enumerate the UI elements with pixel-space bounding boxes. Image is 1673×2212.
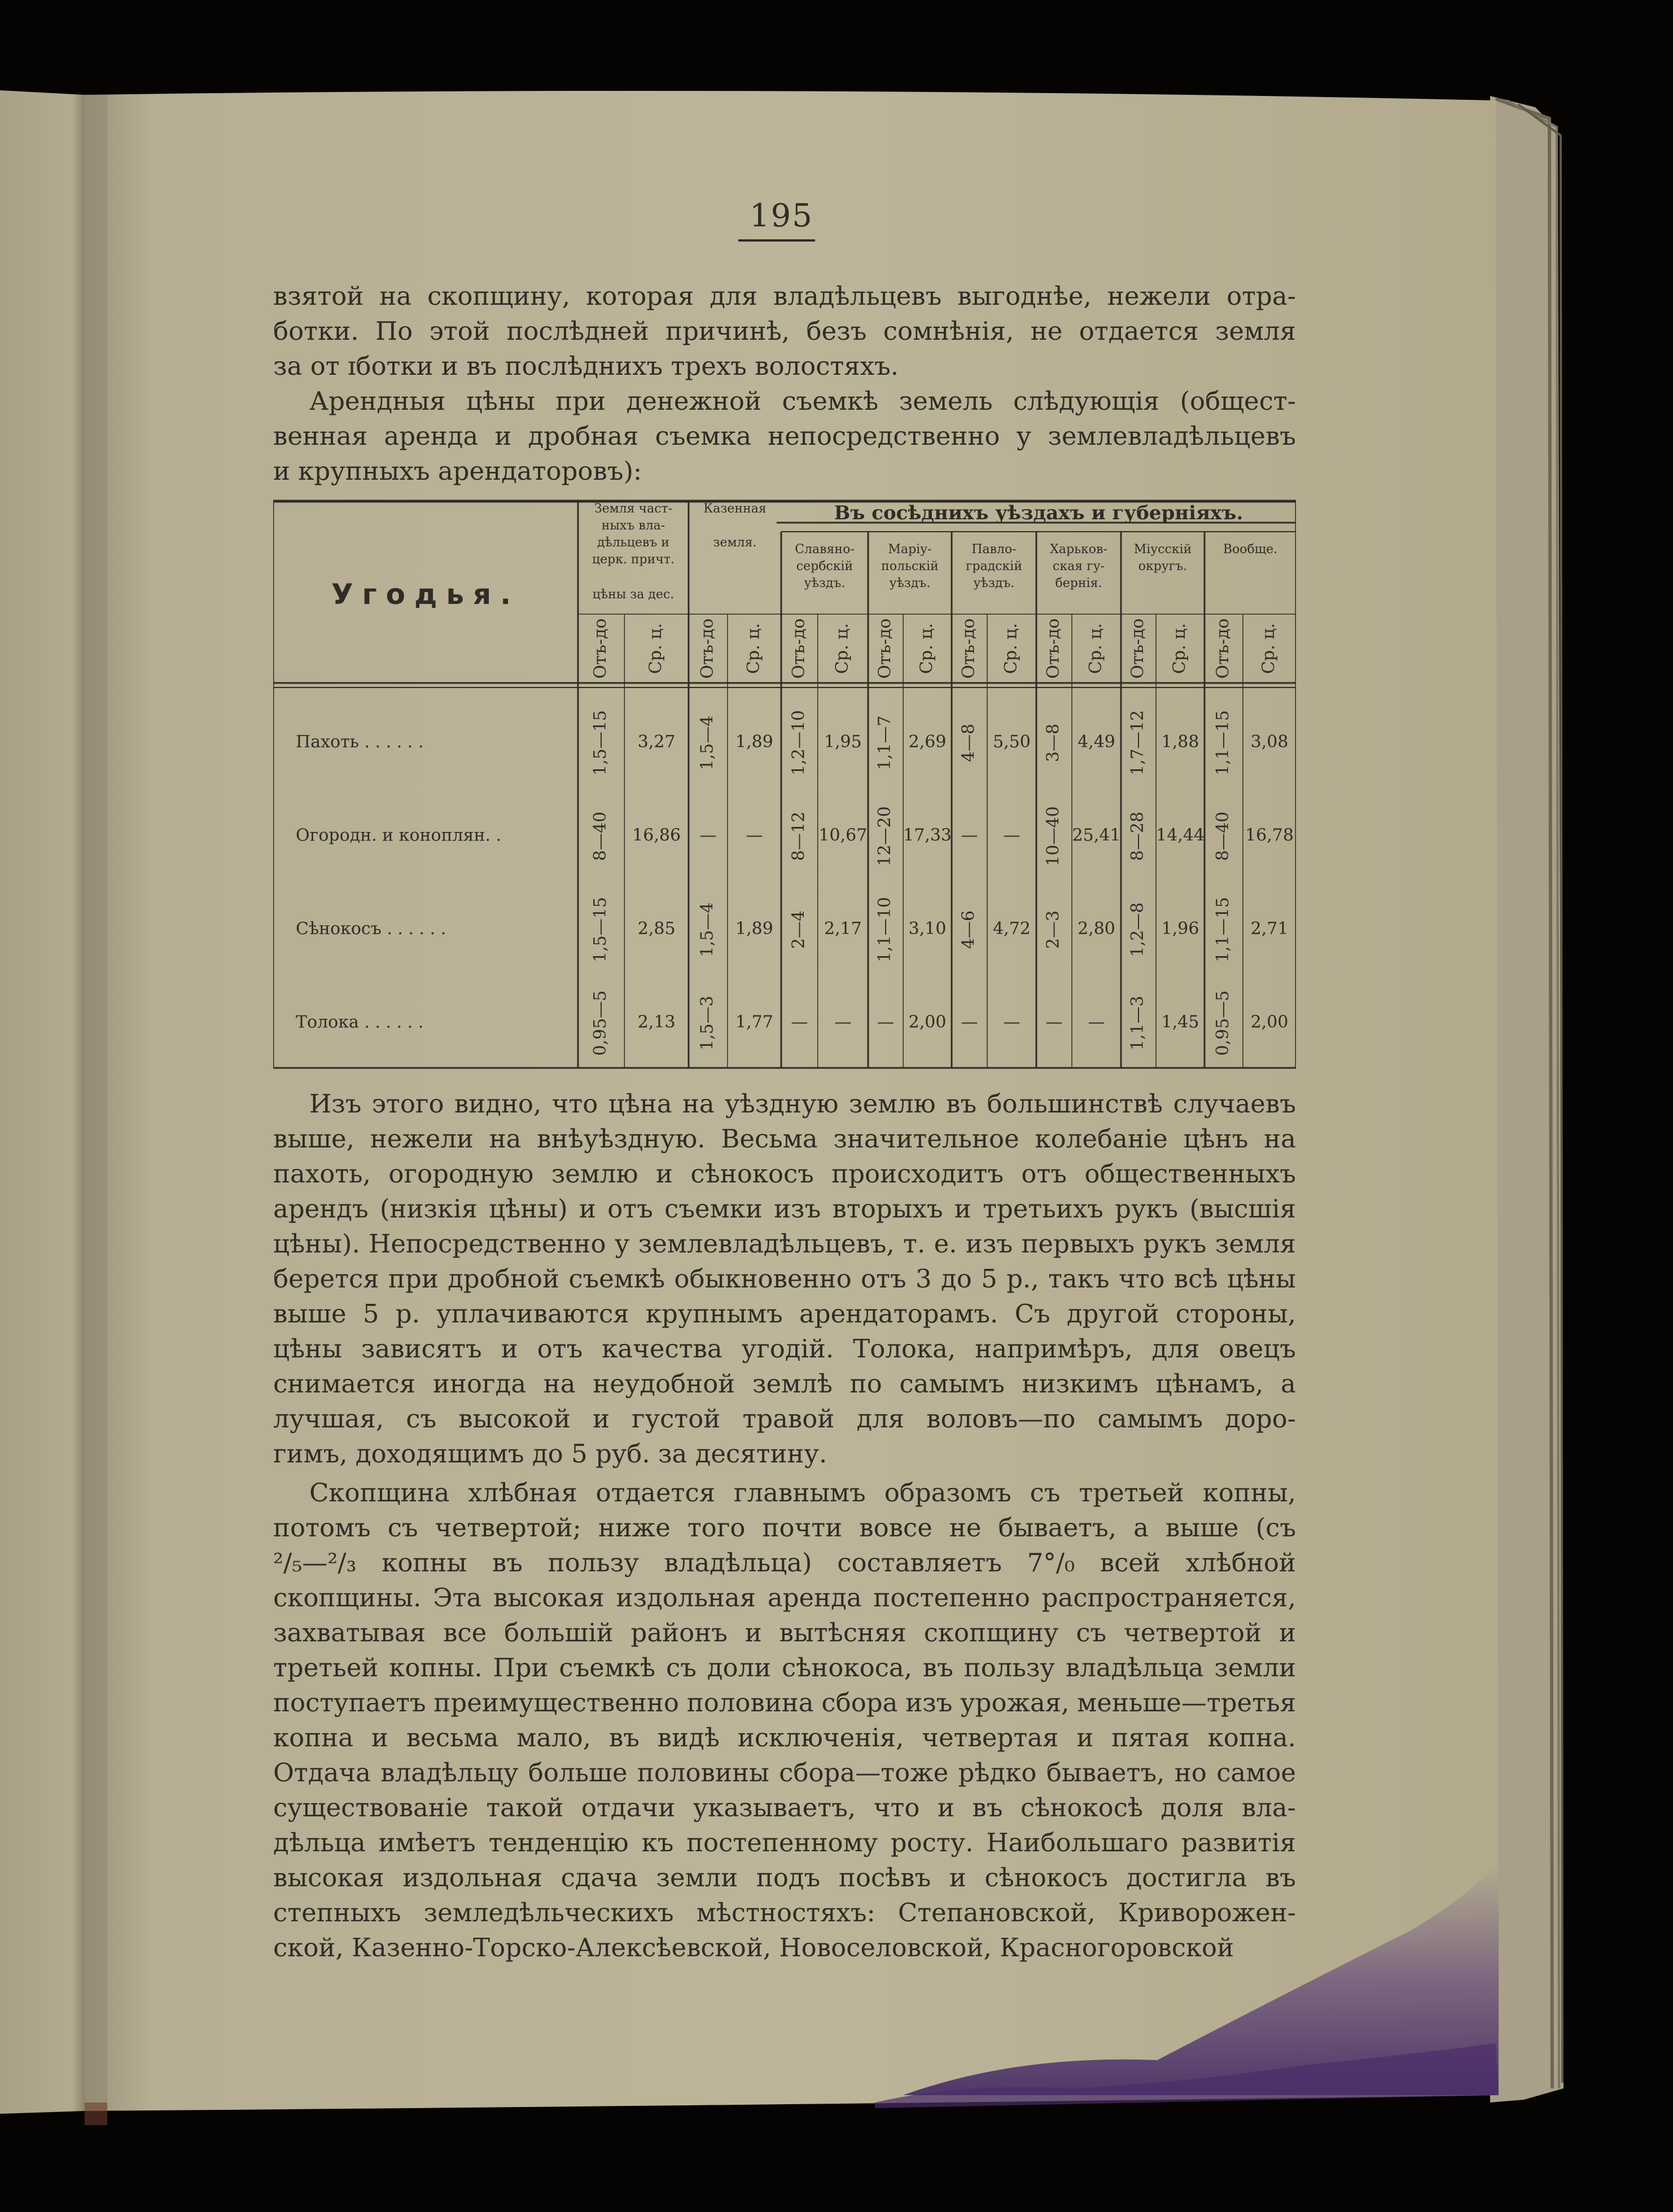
range-cell: 1,1—10: [875, 897, 895, 963]
para3-line: выше 5 р. уплачиваются крупнымъ арендаторамъ. Съ другой стороны,: [273, 1299, 1296, 1329]
average-cell: 1,77: [735, 1012, 773, 1032]
range-cell: —: [877, 1012, 895, 1032]
average-cell: —: [1088, 1012, 1105, 1032]
average-cell: 10,67: [818, 825, 868, 846]
column-header-6: ская гу-: [1053, 559, 1105, 573]
average-cell: 2,71: [1250, 919, 1289, 939]
column-header-5: Павло-: [971, 542, 1017, 557]
column-header-6: Харьков-: [1050, 542, 1107, 557]
column-header-7: Міусскій: [1133, 542, 1192, 557]
paragraph-2: [273, 384, 1296, 489]
average-cell: 2,13: [637, 1012, 676, 1032]
column-header-1: церк. причт.: [592, 553, 675, 567]
column-header-5: градскій: [965, 559, 1023, 573]
para4-line: потомъ съ четвертой; ниже того почти вовсе не бываетъ, а выше (съ: [273, 1513, 1296, 1543]
para1-line: ботки. По этой послѣдней причинѣ, безъ сомнѣнія, не отдается земля: [273, 316, 1296, 346]
column-header-4: польскій: [881, 559, 939, 573]
subheader-average: Ср. ц.: [1259, 623, 1279, 674]
para3-line: лучшая, съ высокой и густой травой для воловъ—по самымъ доро-: [273, 1404, 1296, 1434]
subheader-average: Ср. ц.: [646, 623, 666, 674]
range-cell: 3—8: [1043, 723, 1063, 763]
range-cell: 1,7—12: [1128, 710, 1148, 776]
page-number: 195: [750, 198, 813, 234]
range-cell: 10—40: [1043, 806, 1063, 866]
range-cell: 1,1—7: [875, 715, 895, 770]
average-cell: —: [834, 1012, 852, 1032]
para3-line: пахоть, огородную землю и сѣнокосъ происходитъ отъ общественныхъ: [273, 1159, 1296, 1189]
para4-line: степныхъ земледѣльческихъ мѣстностяхъ: Степановской, Криворожен-: [273, 1898, 1296, 1928]
average-cell: 2,85: [637, 919, 676, 939]
average-cell: 4,49: [1078, 732, 1115, 752]
average-cell: 2,80: [1078, 919, 1115, 939]
para3-line: Изъ этого видно, что цѣна на уѣздную землю въ большинствѣ случаевъ: [309, 1089, 1296, 1119]
group-header: Въ сосѣднихъ уѣздахъ и губерніяхъ.: [834, 502, 1243, 524]
para2-line: и крупныхъ арендаторовъ):: [273, 456, 642, 486]
para3-line: цѣны). Непосредственно у землевладѣльцевъ, т. е. изъ первыхъ рукъ земля: [273, 1229, 1296, 1259]
range-cell: —: [1045, 1012, 1063, 1032]
column-header-6: бернія.: [1055, 576, 1102, 590]
paragraph-3: [273, 1087, 1296, 1471]
column-header-5: уѣздъ.: [973, 576, 1015, 590]
range-cell: 8—40: [590, 811, 611, 861]
range-cell: 1,1—15: [1213, 897, 1233, 963]
para4-line: Скопщина хлѣбная отдается главнымъ образомъ съ третьей копны,: [309, 1478, 1296, 1508]
para3-line: гимъ, доходящимъ до 5 руб. за десятину.: [273, 1439, 827, 1469]
para4-line: существованіе такой отдачи указываетъ, что и въ сѣнокосѣ доля вла-: [273, 1793, 1296, 1823]
range-cell: 1,5—4: [697, 902, 717, 957]
para4-line: дѣльца имѣетъ тенденцію къ постепенному росту. Наибольшаго развитія: [273, 1828, 1296, 1858]
average-cell: 2,17: [824, 919, 862, 939]
average-cell: —: [1003, 1012, 1021, 1032]
average-cell: 3,27: [637, 732, 676, 752]
range-cell: 2—3: [1043, 910, 1063, 949]
average-cell: 5,50: [993, 732, 1031, 752]
para3-line: снимается иногда на неудобной землѣ по самымъ низкимъ цѣнамъ, а: [273, 1369, 1296, 1399]
subheader-average: Ср. ц.: [1085, 623, 1106, 674]
row-label: Пахоть . . . . . .: [296, 732, 424, 752]
para4-line: захватывая все большій районъ и вытѣсняя скопщину съ четвертой и: [273, 1618, 1296, 1648]
range-cell: 4—6: [958, 910, 979, 949]
range-cell: —: [699, 825, 717, 846]
para3-line: цѣны зависятъ и отъ качества угодій. Толока, напримѣръ, для овецъ: [273, 1334, 1296, 1364]
column-header-4: уѣздъ.: [889, 576, 931, 590]
average-cell: 1,88: [1161, 732, 1199, 752]
para4-line: ²/₅—²/₃ копны въ пользу владѣльца) составляетъ 7°/₀ всей хлѣбной: [273, 1548, 1296, 1578]
range-cell: 0,95—5: [1213, 990, 1233, 1056]
para4-line: копна и весьма мало, въ видѣ исключенія, четвертая и пятая копна.: [273, 1723, 1296, 1753]
range-cell: —: [791, 1012, 808, 1032]
left-page: [0, 90, 85, 2114]
para4-line: скопщины. Эта высокая издольная аренда постепенно распространяется,: [273, 1583, 1296, 1613]
range-cell: —: [961, 1012, 978, 1032]
page-number-underline: [738, 239, 815, 242]
para4-line: третьей копны. При съемкѣ съ доли сѣнокоса, въ пользу владѣльца земли: [273, 1653, 1296, 1683]
range-cell: 8—12: [789, 811, 809, 861]
average-cell: —: [1003, 825, 1021, 846]
subheader-from: Отъ-до: [1043, 618, 1063, 679]
rent-prices-table: [273, 497, 1296, 1075]
average-cell: 25,41: [1072, 825, 1121, 846]
subheader-average: Ср. ц.: [743, 623, 764, 674]
range-cell: 1,5—15: [590, 897, 611, 963]
average-cell: 1,89: [735, 732, 773, 752]
subheader-average: Ср. ц.: [917, 623, 937, 674]
column-header-2: Казенная: [703, 502, 767, 516]
row-label: Огородн. и коноплян. .: [296, 825, 502, 846]
range-cell: 2—4: [789, 910, 809, 949]
range-cell: 1,1—3: [1128, 996, 1148, 1050]
range-cell: 4—8: [958, 723, 979, 763]
para3-line: берется при дробной съемкѣ обыкновенно отъ 3 до 5 р., такъ что всѣ цѣны: [273, 1264, 1296, 1294]
para3-line: арендъ (низкія цѣны) и отъ съемки изъ вторыхъ и третьихъ рукъ (высшія: [273, 1194, 1296, 1224]
para4-line: ской, Казенно-Торско-Алексѣевской, Новоселовской, Красногоровской: [273, 1933, 1234, 1963]
paragraph-1: [273, 279, 1296, 384]
column-header-2: земля.: [713, 536, 757, 550]
average-cell: 14,44: [1156, 825, 1205, 846]
range-cell: 0,95—5: [590, 990, 611, 1056]
row-header: Угодья.: [331, 578, 520, 611]
row-label: Толока . . . . . .: [296, 1012, 424, 1032]
column-header-8: Вообще.: [1223, 542, 1278, 557]
para4-line: высокая издольная сдача земли подъ посѣвъ и сѣнокосъ достигла въ: [273, 1863, 1296, 1893]
range-cell: 1,5—3: [697, 996, 717, 1050]
average-cell: 16,78: [1245, 825, 1294, 846]
subheader-from: Отъ-до: [1128, 618, 1148, 679]
average-cell: 3,10: [908, 919, 947, 939]
para2-line: венная аренда и дробная съемка непосредственно у землевладѣльцевъ: [273, 421, 1296, 451]
average-cell: 1,95: [824, 732, 862, 752]
average-cell: 1,45: [1161, 1012, 1199, 1032]
column-header-1: Земля част-: [594, 502, 673, 516]
range-cell: 12—20: [875, 806, 895, 866]
subheader-average: Ср. ц.: [1170, 623, 1190, 674]
para2-line: Арендныя цѣны при денежной съемкѣ земель слѣдующія (общест-: [309, 386, 1296, 416]
range-cell: 1,2—10: [789, 710, 809, 776]
column-header-7: округъ.: [1138, 559, 1188, 573]
subheader-from: Отъ-до: [789, 618, 809, 679]
para4-line: Отдача владѣльцу больше половины сбора—тоже рѣдко бываетъ, но самое: [273, 1758, 1296, 1788]
average-cell: 2,69: [908, 732, 947, 752]
para4-line: поступаетъ преимущественно половина сбора изъ урожая, меньше—третья: [273, 1688, 1296, 1718]
range-cell: 8—28: [1128, 811, 1148, 861]
range-cell: 8—40: [1213, 811, 1233, 861]
paragraph-4: [273, 1475, 1296, 1965]
column-header-4: Маріу-: [888, 542, 932, 557]
column-header-3: сербскій: [796, 559, 853, 573]
range-cell: —: [961, 825, 978, 846]
average-cell: 1,96: [1161, 919, 1199, 939]
average-cell: 16,86: [632, 825, 681, 846]
column-header-3: Славяно-: [795, 542, 855, 557]
average-cell: 2,00: [908, 1012, 947, 1032]
subheader-from: Отъ-до: [958, 618, 979, 679]
range-cell: 1,1—15: [1213, 710, 1233, 776]
row-label: Сѣнокосъ . . . . . .: [296, 919, 446, 939]
range-cell: 1,5—15: [590, 710, 611, 776]
subheader-from: Отъ-до: [875, 618, 895, 679]
column-header-1: ныхъ вла-: [601, 519, 665, 533]
range-cell: 1,5—4: [697, 715, 717, 770]
subheader-from: Отъ-до: [697, 618, 717, 679]
subheader-from: Отъ-до: [1213, 618, 1233, 679]
average-cell: —: [746, 825, 763, 846]
average-cell: 17,33: [903, 825, 952, 846]
range-cell: 1,2—8: [1128, 902, 1148, 957]
para1-line: взятой на скопщину, которая для владѣльцевъ выгоднѣе, нежели отра-: [273, 281, 1296, 311]
subheader-from: Отъ-до: [590, 618, 611, 679]
average-cell: 2,00: [1250, 1012, 1289, 1032]
column-header-3: уѣздъ.: [804, 576, 846, 590]
para3-line: выше, нежели на внѣуѣздную. Весьма значительное колебаніе цѣнъ на: [273, 1124, 1296, 1154]
average-cell: 3,08: [1250, 732, 1289, 752]
subheader-average: Ср. ц.: [832, 623, 852, 674]
average-cell: 1,89: [735, 919, 773, 939]
para1-line: за от ɪботки и въ послѣднихъ трехъ волостяхъ.: [273, 351, 899, 381]
subheader-average: Ср. ц.: [1001, 623, 1021, 674]
column-header-note: цѣны за дес.: [592, 588, 675, 602]
column-header-1: дѣльцевъ и: [597, 536, 669, 550]
average-cell: 4,72: [993, 919, 1031, 939]
